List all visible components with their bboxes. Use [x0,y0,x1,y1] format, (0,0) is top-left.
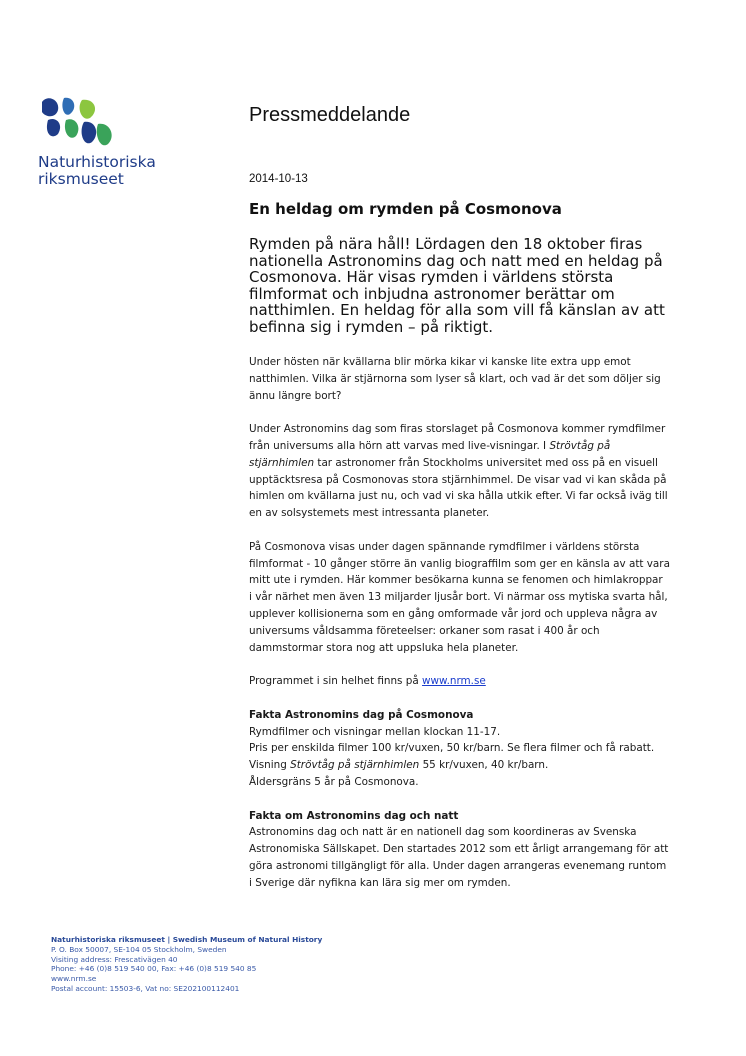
lead-paragraph [249,236,689,335]
museum-logo [38,96,168,188]
text-line: göra astronomi tillgängligt för alla. Under dagen arrangeras evenemang runtom [249,859,667,872]
footer-web: www.nrm.se [51,974,97,984]
text-line: Astronomiska Sällskapet. Den startades 2012 som ett årligt arrangemang för att [249,843,669,856]
footer-address: P. O. Box 50007, SE-104 05 Stockholm, Sweden [51,944,227,954]
headline: En heldag om rymden på Cosmonova [249,200,562,218]
fakta-title: Fakta Astronomins dag på Cosmonova [249,708,474,721]
text-line: natthimlen. Vilka är stjärnorna som lyser så klart, och vad är det som döljer sig [249,372,661,385]
footer-title: Naturhistoriska riksmuseet | Swedish Museum of Natural History [51,935,323,944]
document-date: 2014-10-13 [249,173,308,185]
text-line: På Cosmonova visas under dagen spännande rymdfilmer i världens största [249,540,640,553]
italic-title: Strövtåg på [549,439,611,452]
footer-visiting: Visiting address: Frescativägen 40 [51,954,178,964]
body-text [249,354,709,908]
text-line: upptäcktsresa på Cosmonovas stora stjärnhimmel. De visar vad vi kan skåda på [249,473,667,486]
text-line: en av solsystemets mest intressanta planeter. [249,507,490,520]
text-run: tar astronomer från Stockholms universitet med oss på en visuell [314,456,658,469]
text-line: Astronomins dag och natt är en nationell dag som koordineras av Svenska [249,826,637,839]
text-line: filmformat - 10 gånger större än vanlig biograffilm som ger en känsla av att vara [249,557,670,570]
italic-title: stjärnhimlen [249,456,315,469]
text-run: Visning [249,759,291,772]
footer-postal: Postal account: 15503-6, Vat no: SE202100112401 [51,983,240,993]
lead-line: filmformat och inbjudna astronomer berättar om [249,284,615,303]
text-line: himlen om kvällarna just nu, och vad vi ska hålla utkik efter. Vi far också iväg till [249,490,668,503]
lead-line: Rymden på nära håll! Lördagen den 18 oktober firas [249,235,643,253]
text-line: i Sverige där nyfikna kan lära sig mer om rymden. [249,876,511,889]
text-run: från universums alla hörn att varvas med live-visningar. I [249,439,550,452]
fakta-astronomy-day [249,808,709,892]
footer-phone: Phone: +46 (0)8 519 540 00, Fax: +46 (0)8 519 540 85 [51,964,257,974]
text-line: Rymdfilmer och visningar mellan klockan 11-17. [249,725,501,738]
lead-line: Cosmonova. Här visas rymden i världens största [249,268,614,286]
text-line: Under Astronomins dag som firas storslaget på Cosmonova kommer rymdfilmer [249,423,666,436]
text-line [249,455,709,472]
text-line: Under hösten när kvällarna blir mörka kikar vi kanske lite extra upp emot [249,356,631,368]
text-line: Pris per enskilda filmer 100 kr/vuxen, 50 kr/barn. Se flera filmer och få rabatt. [249,742,655,755]
text-line: dammstormar stora nog att uppsluka hela planeter. [249,641,519,654]
paragraph-3 [249,539,709,657]
program-paragraph [249,673,709,690]
fakta-cosmonova [249,707,709,791]
footer [51,935,322,994]
text-line: Åldersgräns 5 år på Cosmonova. [249,775,419,788]
logo-line-1: Naturhistoriska [38,153,156,171]
italic-title: Strövtåg på stjärnhimlen [290,759,420,772]
logo-mark-icon [38,96,118,150]
program-text: Programmet i sin helhet finns på [249,675,423,688]
document-type: Pressmeddelande [249,104,411,126]
text-line: upplever kollisionerna som en gång omformade vår jord och uppleva några av [249,607,658,620]
text-line: ännu längre bort? [249,389,342,402]
text-line [249,757,709,774]
text-line: universums våldsamma företeelser: orkaner som rasat i 400 år och [249,624,600,637]
lead-line: natthimlen. En heldag för alla som vill få känslan av att [249,301,665,319]
lead-line: nationella Astronomins dag och natt med en heldag på [249,251,663,270]
text-line: mitt ute i rymden. Här kommer besökarna kunna se fenomen och himlakroppar [249,574,663,587]
fakta-title: Fakta om Astronomins dag och natt [249,809,459,822]
text-run: 55 kr/vuxen, 40 kr/barn. [419,759,549,772]
text-line: i vår närhet men även 13 miljarder ljusår bort. Vi närmar oss mytiska svarta hål, [249,591,668,604]
nrm-link[interactable]: www.nrm.se [422,675,486,688]
text-line [249,438,709,455]
paragraph-1 [249,354,709,404]
logo-line-2: riksmuseet [38,170,124,188]
paragraph-2 [249,421,709,522]
lead-line: befinna sig i rymden – på riktigt. [249,317,494,336]
